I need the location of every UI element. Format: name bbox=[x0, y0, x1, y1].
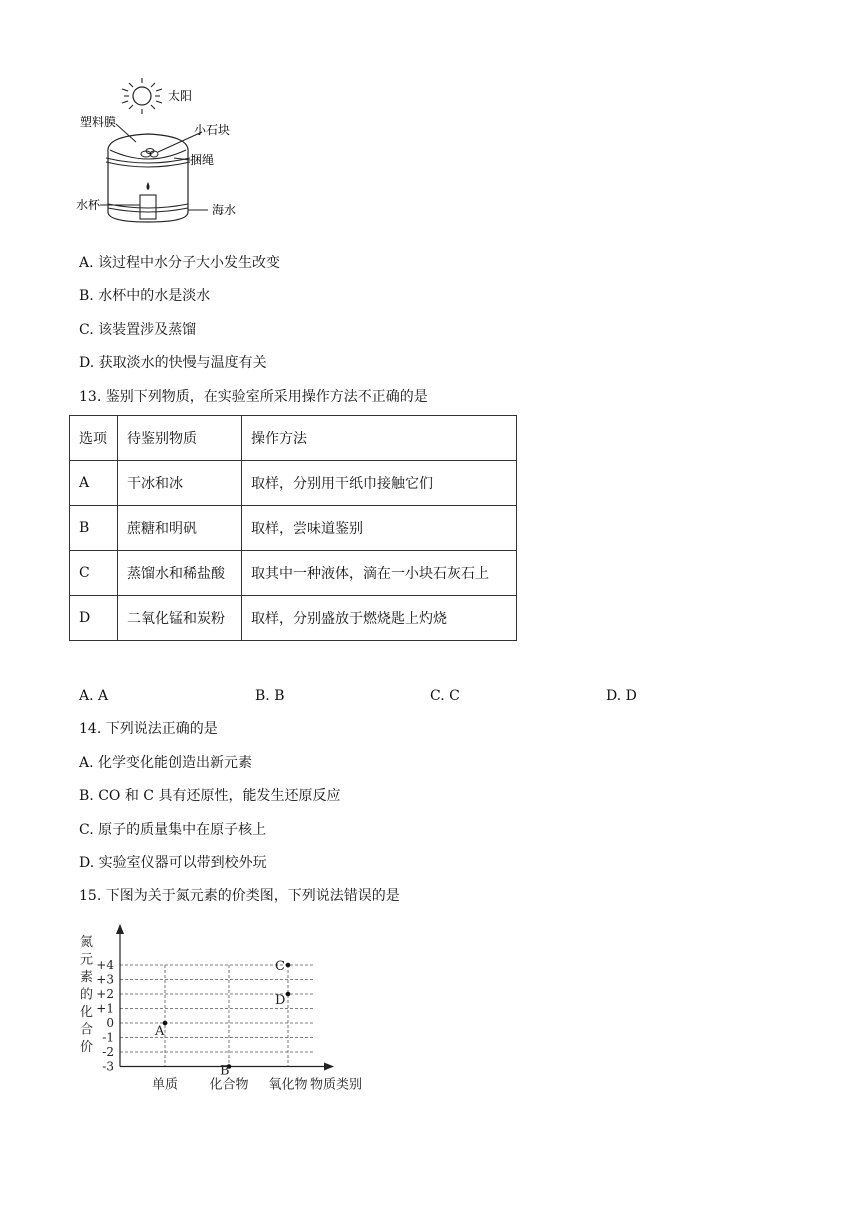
y-label-char: 元 bbox=[80, 952, 94, 968]
q14-option-a: A. 化学变化能创造出新元素 bbox=[79, 755, 253, 771]
y-axis-label bbox=[80, 935, 93, 1055]
table-row bbox=[70, 506, 517, 551]
q14-option-d: D. 实验室仪器可以带到校外玩 bbox=[79, 855, 267, 871]
table-row bbox=[70, 461, 517, 506]
q13-choice-d: D. D bbox=[606, 688, 637, 704]
q13-stem: 13. 鉴别下列物质，在实验室所采用操作方法不正确的是 bbox=[79, 389, 428, 405]
cell-method: 取样，尝味道鉴别 bbox=[242, 506, 517, 551]
cell-substances: 干冰和冰 bbox=[118, 461, 242, 506]
label-sun: 太阳 bbox=[168, 89, 193, 103]
cell-method: 取样，分别用干纸巾接触它们 bbox=[242, 461, 517, 506]
cell-method: 取其中一种液体，滴在一小块石灰石上 bbox=[242, 551, 517, 596]
point-label-d: D bbox=[275, 993, 286, 1008]
table-row bbox=[70, 596, 517, 641]
valence-chart bbox=[70, 920, 380, 1095]
cell-option: A bbox=[70, 461, 118, 506]
y-tick-label: +4 bbox=[96, 958, 114, 972]
sun-icon bbox=[122, 78, 162, 114]
y-tick-label: +2 bbox=[96, 987, 114, 1001]
y-label-char: 化 bbox=[80, 1005, 94, 1020]
q12-option-d: D. 获取淡水的快慢与温度有关 bbox=[79, 355, 267, 371]
y-tick-label: -2 bbox=[102, 1045, 114, 1059]
cell-substances: 蒸馏水和稀盐酸 bbox=[118, 551, 242, 596]
q13-choice-c: C. C bbox=[430, 688, 460, 704]
x-axis-label: 物质类别 bbox=[309, 1077, 363, 1093]
data-point-d bbox=[286, 992, 291, 997]
q15-stem: 15. 下图为关于氮元素的价类图，下列说法错误的是 bbox=[79, 888, 400, 904]
q14-option-b: B. CO 和 C 具有还原性，能发生还原反应 bbox=[79, 788, 341, 804]
y-label-char: 的 bbox=[80, 987, 94, 1003]
header-option: 选项 bbox=[70, 416, 118, 461]
data-point-c bbox=[286, 963, 291, 968]
table-header-row bbox=[70, 416, 517, 461]
chart-points bbox=[154, 959, 290, 1079]
y-tick-label: -1 bbox=[102, 1030, 114, 1045]
header-method: 操作方法 bbox=[242, 416, 517, 461]
cell-option: C bbox=[70, 551, 118, 596]
y-tick-label: -3 bbox=[102, 1059, 114, 1074]
y-tick-label: +3 bbox=[96, 972, 114, 987]
point-label-c: C bbox=[275, 959, 285, 974]
y-label-char: 素 bbox=[80, 970, 94, 985]
cell-method: 取样，分别盛放于燃烧匙上灼烧 bbox=[242, 596, 517, 641]
q14-option-c: C. 原子的质量集中在原子核上 bbox=[79, 822, 267, 838]
cell-option: D bbox=[70, 596, 118, 641]
y-label-char: 合 bbox=[80, 1022, 94, 1038]
table-row bbox=[70, 551, 517, 596]
label-film: 塑料膜 bbox=[80, 115, 117, 129]
y-tick-labels bbox=[96, 958, 114, 1074]
cell-substances: 二氧化锰和炭粉 bbox=[118, 596, 242, 641]
y-axis-arrow bbox=[116, 924, 124, 934]
x-tick-labels bbox=[152, 1077, 362, 1093]
q12-option-c: C. 该装置涉及蒸馏 bbox=[79, 322, 197, 338]
x-tick-label: 氧化物 bbox=[268, 1077, 308, 1093]
y-tick-label: 0 bbox=[106, 1016, 114, 1030]
x-axis-arrow bbox=[324, 1063, 334, 1071]
label-rope: 捆绳 bbox=[190, 153, 215, 167]
desalination-figure bbox=[76, 72, 266, 232]
q13-choice-b: B. B bbox=[255, 688, 285, 704]
q13-choice-a: A. A bbox=[79, 688, 109, 704]
y-label-char: 氮 bbox=[80, 935, 94, 950]
chart-grid bbox=[120, 965, 315, 1067]
y-label-char: 价 bbox=[80, 1040, 94, 1055]
q13-table bbox=[69, 415, 517, 641]
q12-option-a: A. 该过程中水分子大小发生改变 bbox=[79, 255, 281, 271]
cell-substances: 蔗糖和明矾 bbox=[118, 506, 242, 551]
q12-option-b: B. 水杯中的水是淡水 bbox=[79, 288, 211, 304]
chart-axes bbox=[116, 924, 334, 1071]
label-seawater: 海水 bbox=[212, 203, 237, 217]
q14-stem: 14. 下列说法正确的是 bbox=[79, 721, 218, 737]
point-label-a: A bbox=[155, 1024, 165, 1039]
x-tick-label: 单质 bbox=[151, 1077, 179, 1093]
header-substances: 待鉴别物质 bbox=[118, 416, 242, 461]
x-tick-label: 化合物 bbox=[209, 1077, 249, 1093]
point-label-b: B bbox=[220, 1063, 230, 1079]
y-tick-label: +1 bbox=[96, 1001, 114, 1016]
label-cup: 水杯 bbox=[76, 198, 101, 212]
cell-option: B bbox=[70, 506, 118, 551]
label-stone: 小石块 bbox=[194, 123, 231, 137]
